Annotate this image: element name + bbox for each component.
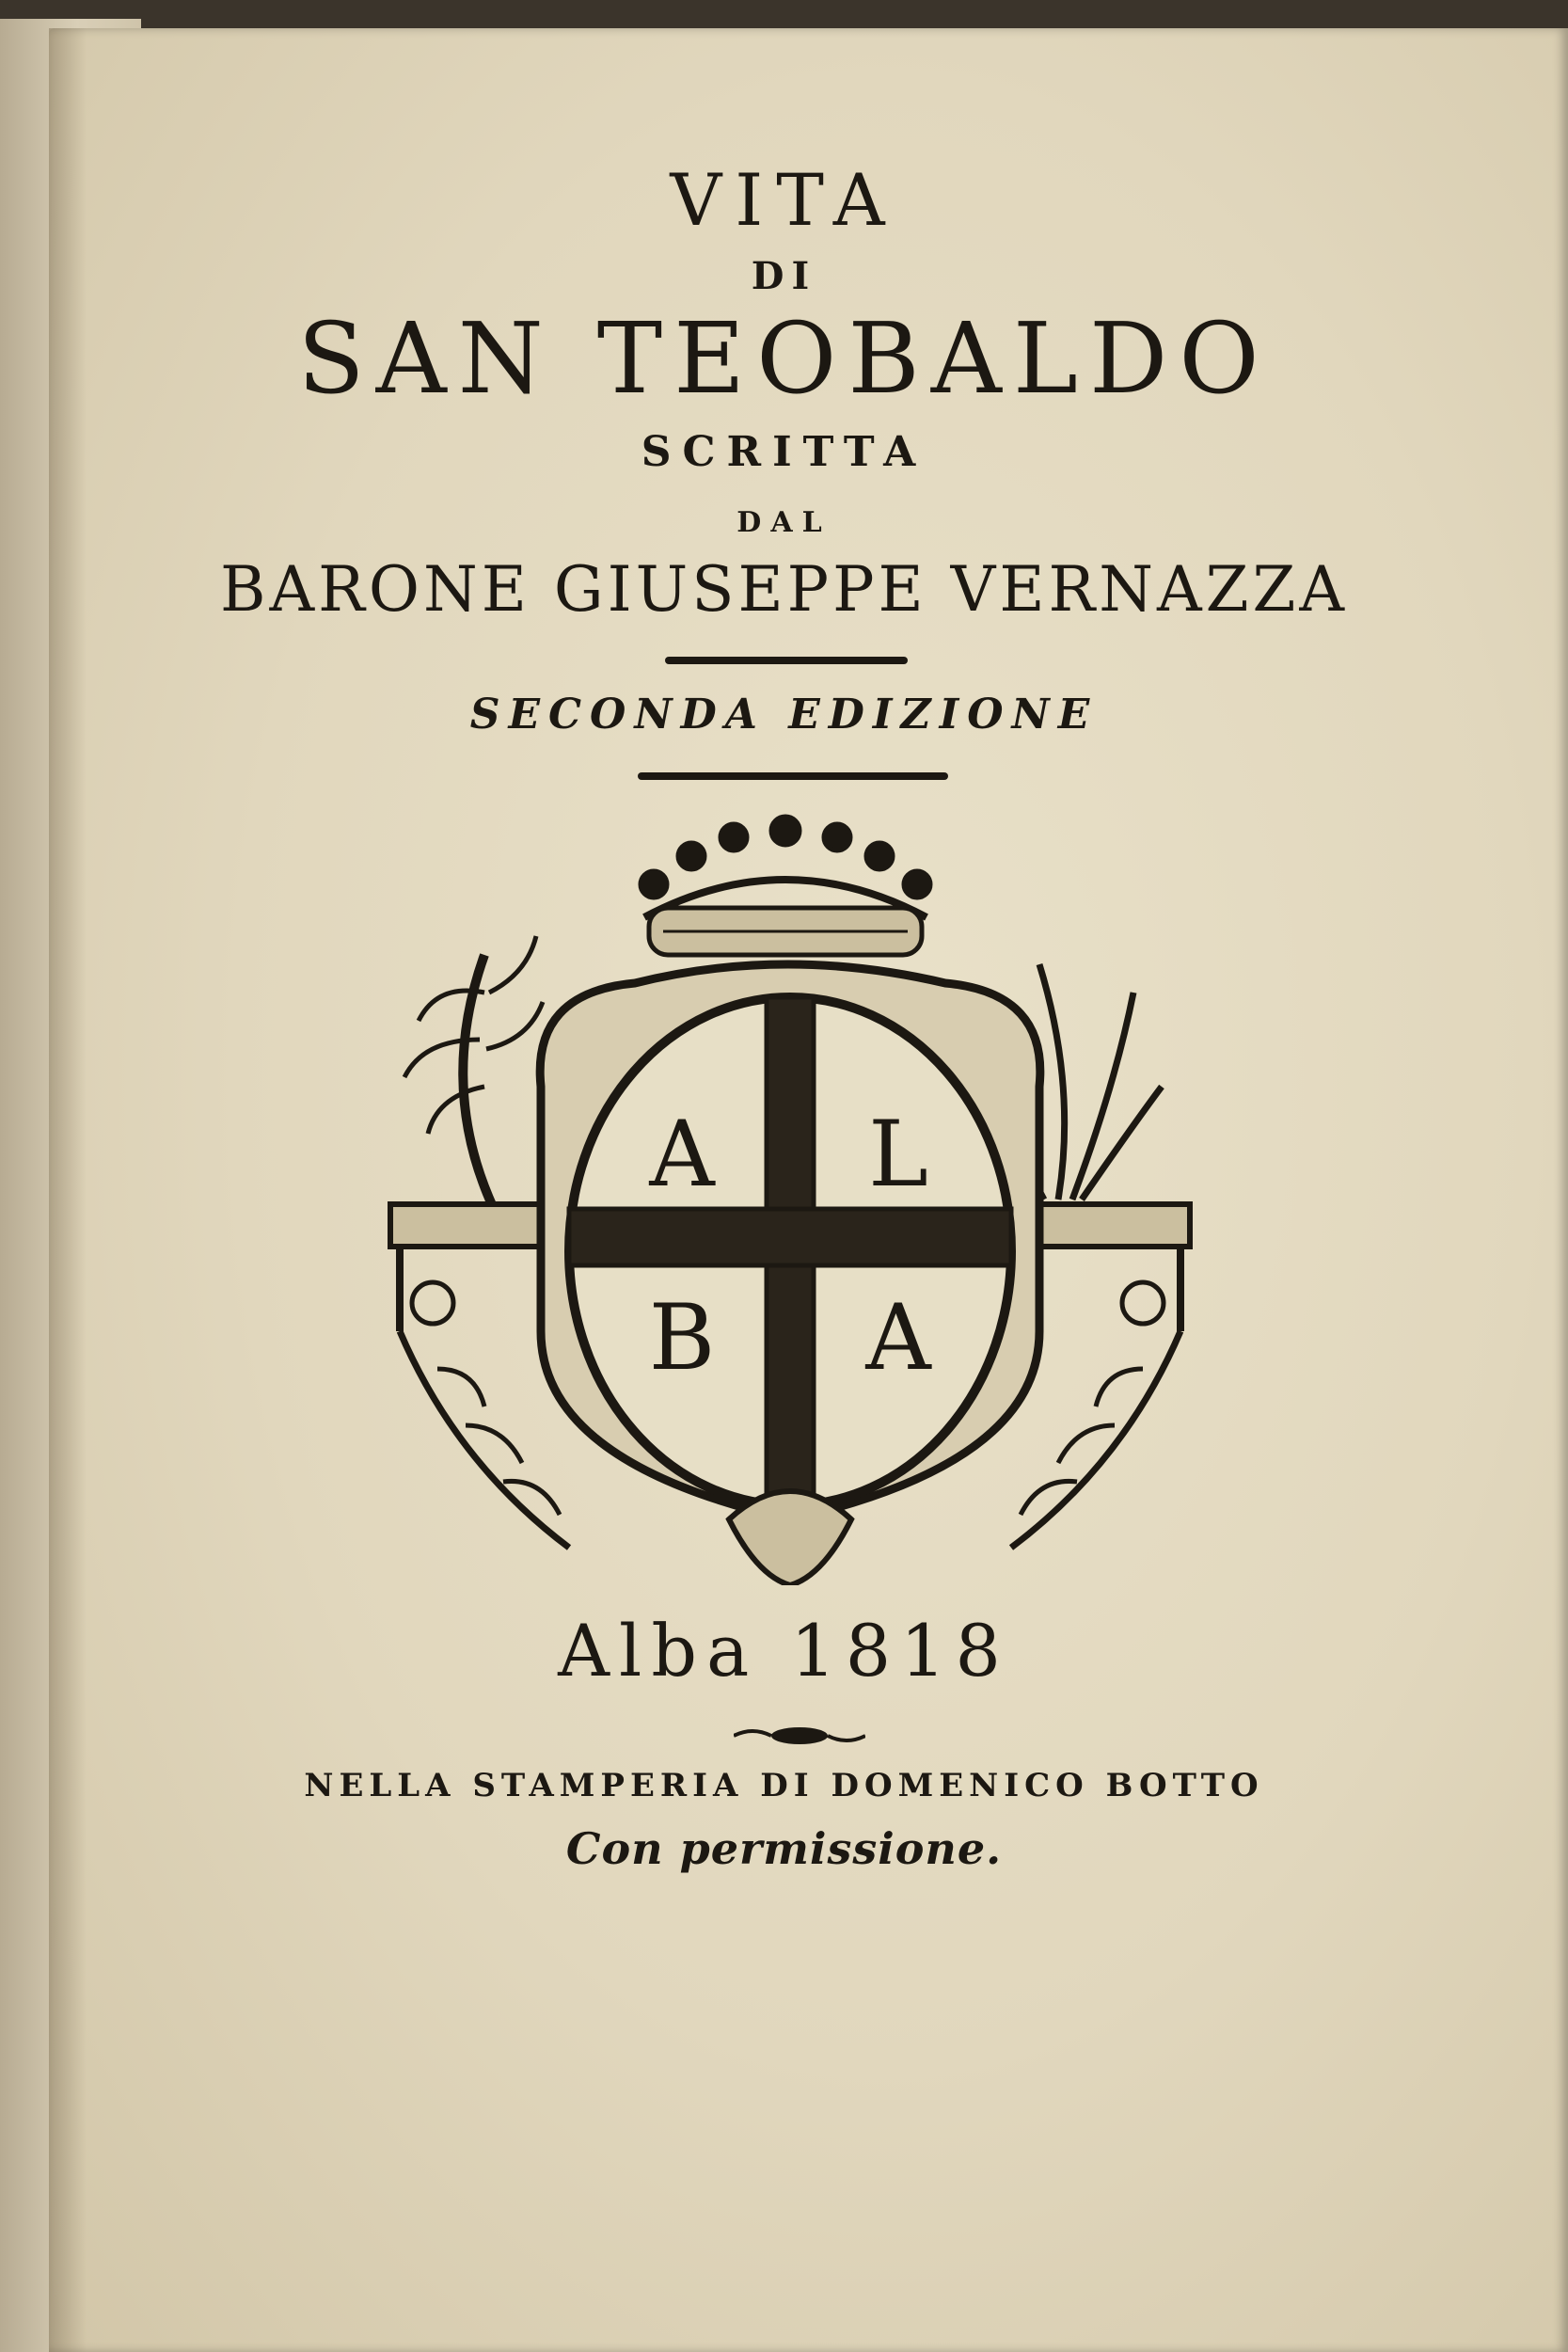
edition-label: SECONDA EDIZIONE: [469, 691, 1099, 739]
imprint-place-year: Alba 1818: [558, 1609, 1010, 1692]
title-san-teobaldo: SAN TEOBALDO: [297, 301, 1271, 416]
author-name: BARONE GIUSEPPE VERNAZZA: [220, 553, 1348, 626]
divider-rule-top: [665, 657, 908, 664]
permission-line: Con permissione.: [565, 1823, 1003, 1874]
shield-letter-a2: A: [865, 1285, 931, 1391]
coat-of-arms-icon: [381, 804, 1199, 1585]
title-di: DI: [751, 254, 817, 298]
printer-line: NELLA STAMPERIA DI DOMENICO BOTTO: [304, 1767, 1264, 1804]
flourish-ornament-icon: [734, 1722, 865, 1750]
shield-letter-l: L: [868, 1102, 928, 1207]
title-scritta: SCRITTA: [641, 428, 927, 476]
divider-rule-bottom: [638, 772, 948, 780]
title-dal: DAL: [736, 506, 832, 539]
shield-letter-a1: A: [649, 1102, 715, 1207]
title-vita: VITA: [670, 158, 898, 242]
shield-letter-b: B: [648, 1285, 716, 1391]
